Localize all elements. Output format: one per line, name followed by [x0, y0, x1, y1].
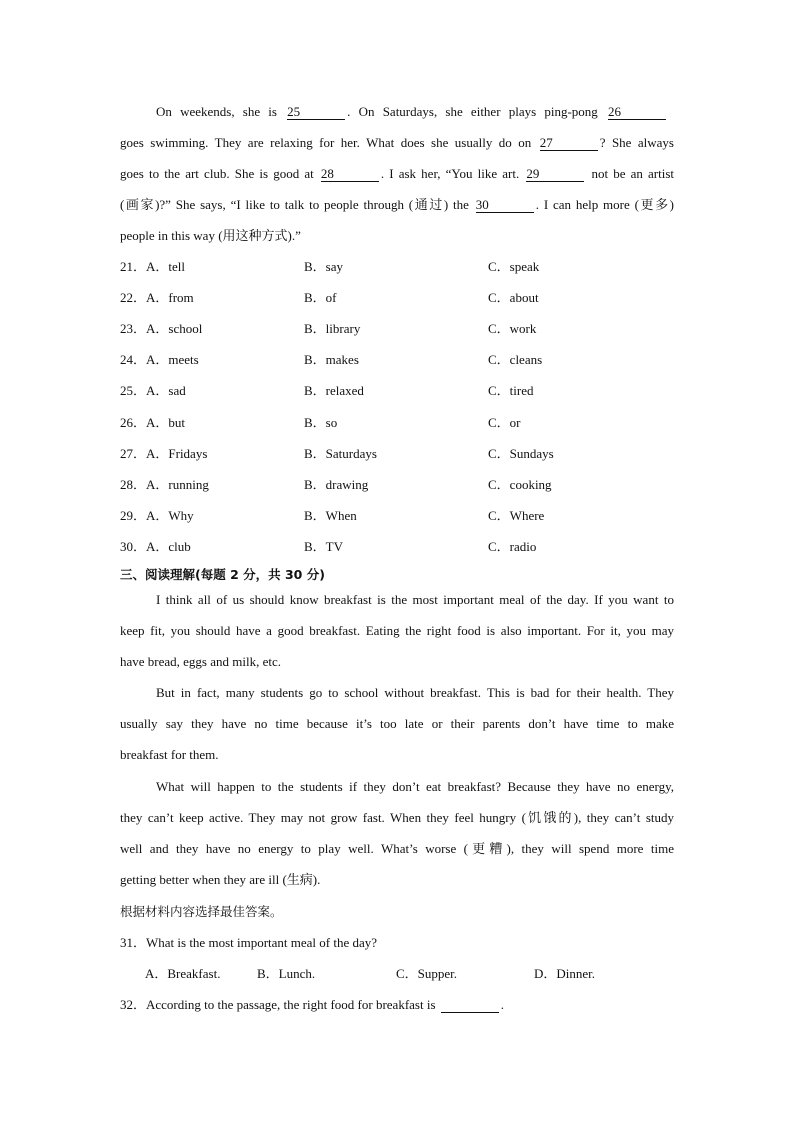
cloze-text: (画家)?” She says, “I like to talk to people through (通过) the [120, 197, 474, 212]
option-c[interactable]: C．tired [488, 383, 534, 399]
reading-line: usually say they have no time because it’s too late or their parents don’t have time to make [120, 716, 674, 731]
option-b[interactable]: B．library [304, 321, 361, 337]
cloze-blank-28[interactable]: 28 [321, 166, 379, 182]
section-title: 三、阅读理解(每题 2 分，共 30 分) [120, 567, 325, 582]
option-a[interactable]: 23．A．school [120, 321, 203, 337]
cloze-option-row [120, 538, 680, 556]
option-c[interactable]: C．Sundays [488, 445, 554, 461]
option-c[interactable]: C．cleans [488, 352, 543, 368]
cloze-blank-25[interactable]: 25 [287, 104, 345, 120]
cloze-text: people in this way (用这种方式).” [120, 228, 301, 243]
cloze-text: not be an artist [586, 166, 674, 181]
cloze-option-row [120, 351, 680, 369]
option-c[interactable]: C．radio [488, 538, 537, 554]
option-b[interactable]: B．makes [304, 352, 359, 368]
option-a[interactable]: 21．A．tell [120, 259, 185, 274]
question-32 [120, 996, 674, 1014]
option-a[interactable]: 22．A．from [120, 290, 194, 306]
option-a[interactable]: 27．A．Fridays [120, 445, 208, 461]
option-a[interactable]: 28．A．running [120, 476, 209, 492]
cloze-line-3 [120, 165, 674, 183]
option-a[interactable]: A．Breakfast. [145, 966, 221, 981]
cloze-text: . I ask her, “You like art. [380, 166, 525, 181]
option-b[interactable]: B．relaxed [304, 383, 364, 399]
cloze-line-1 [156, 103, 668, 121]
cloze-text: goes to the art club. She is good at [120, 166, 319, 181]
reading-line: I think all of us should know breakfast is the most important meal of the day. If you want to [156, 592, 674, 607]
cloze-option-row [120, 445, 680, 463]
option-a[interactable]: 25．A．sad [120, 383, 186, 399]
option-b[interactable]: B．so [304, 414, 338, 430]
option-b[interactable]: B．When [304, 507, 357, 523]
option-c[interactable]: C．or [488, 414, 521, 430]
cloze-text: . I can help more (更多) [535, 197, 674, 212]
option-b[interactable]: B．drawing [304, 476, 369, 492]
cloze-line-5 [120, 227, 674, 245]
cloze-line-4 [120, 196, 674, 214]
option-a[interactable]: 29．A．Why [120, 507, 194, 523]
option-d[interactable]: D．Dinner. [534, 966, 596, 981]
option-b[interactable]: B．Lunch. [257, 966, 316, 981]
option-c[interactable]: C．cooking [488, 476, 552, 492]
question-31-options [145, 965, 705, 983]
reading-line: What will happen to the students if they don’t eat breakfast? Because they have no energy, [156, 779, 674, 794]
cloze-blank-26[interactable]: 26 [608, 104, 666, 120]
option-c[interactable]: C．Where [488, 507, 545, 523]
cloze-text: . On Saturdays, she either plays ping-pong [347, 104, 606, 119]
option-c[interactable]: C．about [488, 290, 539, 306]
option-b[interactable]: B．TV [304, 538, 344, 554]
option-b[interactable]: B．say [304, 259, 344, 274]
reading-line: But in fact, many students go to school without breakfast. This is bad for their health. They [156, 685, 674, 700]
instruction: 根据材料内容选择最佳答案。 [120, 904, 283, 919]
option-c[interactable]: C．Supper. [396, 966, 458, 981]
cloze-option-row [120, 382, 680, 400]
reading-line: keep fit, you should have a good breakfast. Eating the right food is also important. For it, you may [120, 623, 674, 638]
cloze-text: goes swimming. They are relaxing for her. What does she usually do on [120, 135, 538, 150]
reading-line: breakfast for them. [120, 747, 219, 762]
option-b[interactable]: B．Saturdays [304, 445, 377, 461]
answer-blank[interactable] [441, 997, 499, 1013]
cloze-option-row [120, 320, 680, 338]
cloze-option-row [120, 414, 680, 432]
cloze-blank-29[interactable]: 29 [526, 166, 584, 182]
cloze-option-row [120, 507, 680, 525]
cloze-option-row [120, 258, 680, 276]
cloze-option-row [120, 476, 680, 494]
option-a[interactable]: 30．A．club [120, 538, 191, 554]
cloze-blank-27[interactable]: 27 [540, 135, 598, 151]
reading-line: well and they have no energy to play well. What’s worse (更糟), they will spend more time [120, 841, 674, 856]
cloze-option-row [120, 289, 680, 307]
reading-line: have bread, eggs and milk, etc. [120, 654, 281, 669]
cloze-line-2 [120, 134, 674, 152]
option-c[interactable]: C．work [488, 321, 537, 337]
question-32-stem: 32．According to the passage, the right food for breakfast is [120, 997, 436, 1012]
option-c[interactable]: C．speak [488, 259, 540, 274]
question-31-stem: 31．What is the most important meal of the day? [120, 935, 378, 950]
option-a[interactable]: 26．A．but [120, 414, 186, 430]
option-b[interactable]: B．of [304, 290, 337, 306]
option-a[interactable]: 24．A．meets [120, 352, 199, 368]
cloze-text: ? She always [599, 135, 674, 150]
period: . [500, 997, 505, 1012]
reading-line: getting better when they are ill (生病). [120, 872, 321, 887]
reading-line: they can’t keep active. They may not grow fast. When they feel hungry (饥饿的), they can’t study [120, 810, 674, 825]
cloze-text: On weekends, she is [156, 104, 286, 119]
cloze-blank-30[interactable]: 30 [476, 197, 534, 213]
